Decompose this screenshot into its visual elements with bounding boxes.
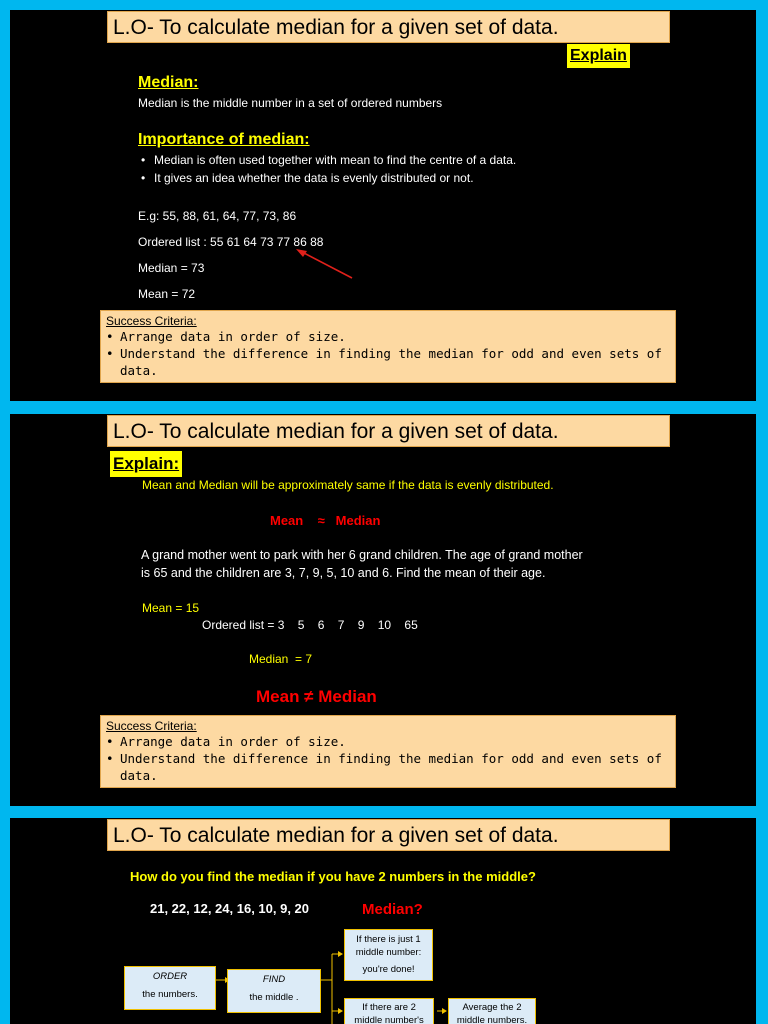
ordered-list: Ordered list : 55 61 64 73 77 86 88 (138, 235, 324, 249)
success-criteria-list (106, 733, 670, 784)
flow-avg-line-1: Average the 2 (462, 1002, 522, 1013)
problem-line-1: A grand mother went to park with her 6 grand children. The age of grand mother (141, 548, 583, 562)
flow-one-line-2: middle number: (355, 947, 422, 958)
importance-heading: Importance of median: (138, 131, 310, 148)
success-criteria (100, 715, 676, 788)
slide-title: L.O- To calculate median for a given set of data. (107, 415, 670, 447)
success-criteria-item: • Arrange data in order of size. (106, 733, 670, 750)
median-result: Median = 7 (249, 652, 313, 666)
ordered-list: Ordered list = 3 5 6 7 9 10 65 (202, 618, 418, 632)
flow-two-middle-box (344, 998, 434, 1024)
example-data: E.g: 55, 88, 61, 64, 77, 73, 86 (138, 209, 297, 223)
flow-average-box (448, 998, 536, 1024)
number-set: 21, 22, 12, 24, 16, 10, 9, 20 (150, 901, 310, 916)
flow-two-line-2: middle number's (354, 1015, 424, 1024)
slide-1 (10, 10, 756, 401)
flow-one-middle-box (344, 929, 433, 981)
importance-bullet: • It gives an idea whether the data is evenly distributed or not. (138, 169, 516, 187)
flow-order-text: the numbers. (142, 989, 198, 1000)
success-criteria-title: Success Criteria: (106, 314, 197, 328)
slide-3 (10, 818, 756, 1024)
mean-not-equal-median: Mean ≠ Median (256, 687, 377, 706)
slide-title: L.O- To calculate median for a given set of data. (107, 819, 670, 851)
flow-find-title: FIND (262, 974, 286, 985)
flow-find-box (227, 969, 321, 1013)
problem-line-2: is 65 and the children are 3, 7, 9, 5, 10 and 6. Find the mean of their age. (141, 566, 546, 580)
median-result: Median = 73 (138, 261, 205, 275)
success-criteria-item: • Understand the difference in finding the median for odd and even sets of data. (106, 345, 670, 379)
median-question: Median? (362, 901, 423, 918)
importance-list (138, 151, 516, 187)
success-criteria-item: • Understand the difference in finding the median for odd and even sets of data. (106, 750, 670, 784)
mean-approx-median: Mean ≈ Median (270, 513, 381, 528)
question-text: How do you find the median if you have 2 numbers in the middle? (130, 869, 536, 884)
flow-one-line-1: If there is just 1 (356, 934, 421, 945)
mean-result: Mean = 72 (138, 287, 196, 301)
success-criteria-title: Success Criteria: (106, 719, 197, 733)
arrow-icon (290, 246, 360, 282)
median-definition: Median is the middle number in a set of ordered numbers (138, 96, 443, 110)
flow-one-line-3: you're done! (362, 964, 415, 975)
median-heading: Median: (138, 74, 199, 91)
slide-2 (10, 414, 756, 806)
flow-two-line-1: If there are 2 (362, 1002, 416, 1013)
success-criteria-list (106, 328, 670, 379)
distribution-statement: Mean and Median will be approximately same if the data is evenly distributed. (142, 478, 554, 492)
flow-find-text: the middle . (249, 992, 299, 1003)
flow-order-title: ORDER (152, 971, 188, 982)
importance-bullet: • Median is often used together with mean to find the centre of a data. (138, 151, 516, 169)
flow-connectors (10, 818, 756, 1024)
explain-label: Explain: (110, 451, 182, 477)
mean-result: Mean = 15 (142, 601, 200, 615)
flow-avg-line-2: middle numbers. (456, 1015, 528, 1024)
slide-title: L.O- To calculate median for a given set of data. (107, 11, 670, 43)
flow-order-box (124, 966, 216, 1010)
explain-label: Explain (567, 44, 630, 68)
success-criteria (100, 310, 676, 383)
success-criteria-item: • Arrange data in order of size. (106, 328, 670, 345)
